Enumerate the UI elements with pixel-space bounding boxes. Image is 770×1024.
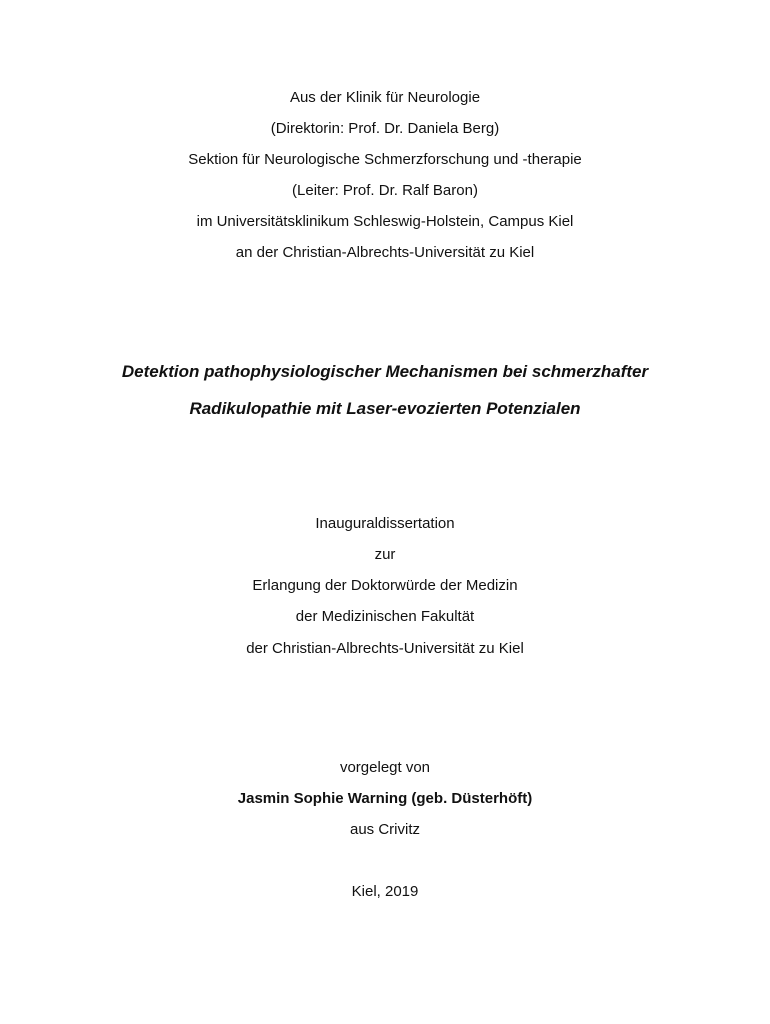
presented-by: vorgelegt von bbox=[339, 759, 431, 776]
university-line: an der Christian-Albrechts-Universität zu Kiel bbox=[235, 244, 535, 261]
hospital-line: im Universitätsklinikum Schleswig-Holstein, Campus Kiel bbox=[196, 213, 574, 230]
title-line-1: Detektion pathophysiologischer Mechanismen bei schmerzhafter bbox=[121, 362, 649, 381]
dissertation-type: Inauguraldissertation bbox=[315, 515, 455, 532]
author-name: Jasmin Sophie Warning (geb. Düsterhöft) bbox=[237, 790, 533, 807]
head-line: (Leiter: Prof. Dr. Ralf Baron) bbox=[292, 182, 478, 199]
author-origin: aus Crivitz bbox=[349, 821, 420, 838]
dissertation-zur: zur bbox=[374, 546, 396, 563]
title-line-2: Radikulopathie mit Laser-evozierten Potenzialen bbox=[189, 399, 581, 418]
section-line: Sektion für Neurologische Schmerzforschung und -therapie bbox=[188, 151, 582, 168]
place-date: Kiel, 2019 bbox=[351, 883, 419, 900]
dissertation-university: der Christian-Albrechts-Universität zu Kiel bbox=[246, 640, 524, 657]
dissertation-purpose: Erlangung der Doktorwürde der Medizin bbox=[252, 577, 518, 594]
clinic-line: Aus der Klinik für Neurologie bbox=[289, 89, 481, 106]
dissertation-faculty: der Medizinischen Fakultät bbox=[295, 608, 475, 625]
director-line: (Direktorin: Prof. Dr. Daniela Berg) bbox=[270, 120, 500, 137]
